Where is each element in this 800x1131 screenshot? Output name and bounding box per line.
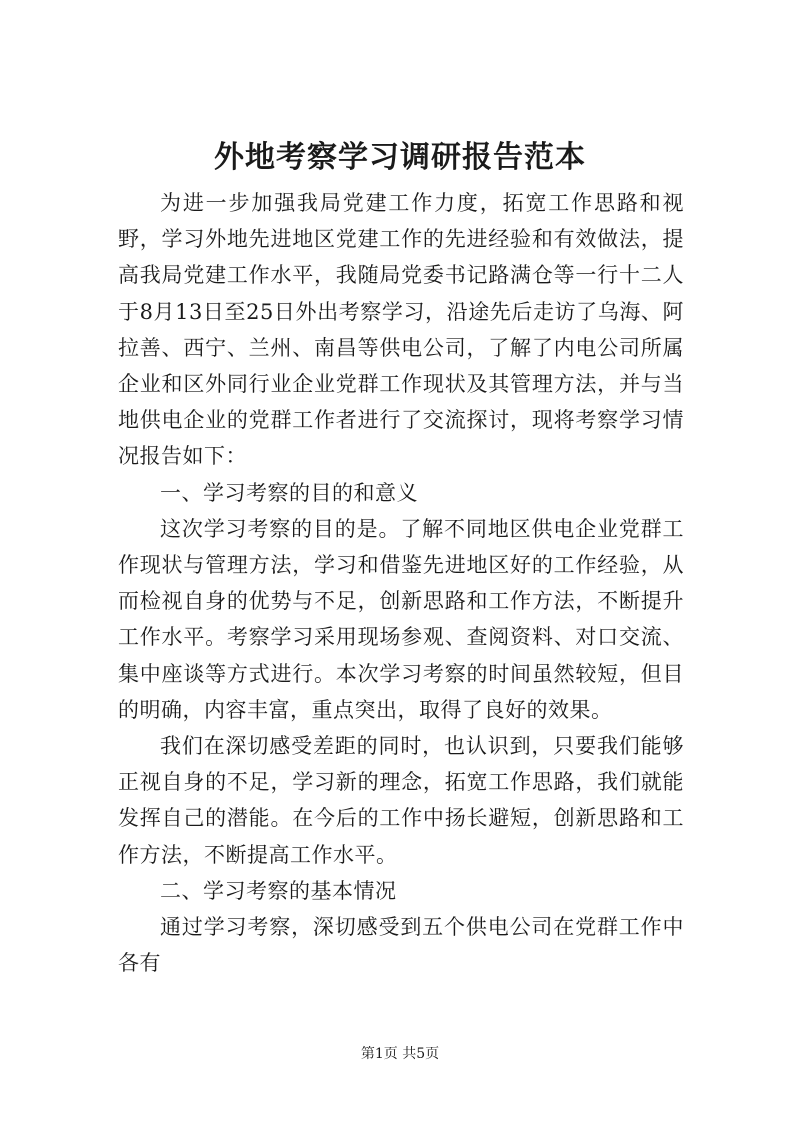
page-number-footer: 第1页 共5页: [360, 1046, 440, 1062]
section-heading-2: 二、学习考察的基本情况: [160, 878, 397, 903]
document-body: [118, 185, 684, 981]
paragraph-purpose: 这次学习考察的目的是。了解不同地区供电企业党群工作现状与管理方法，学习和借鉴先进地区好的工作经验，从而检视自身的优势与不足，创新思路和工作方法，不断提升工作水平。考察学习采用现场参观、查阅资料、对口交流、集中座谈等方式进行。本次学习考察的时间虽然较短，但目的明确，内容丰富，重点突出，取得了良好的效果。: [118, 516, 684, 722]
paragraph-reflection: 我们在深切感受差距的同时，也认识到，只要我们能够正视自身的不足，学习新的理念，拓宽工作思路，我们就能发挥自己的潜能。在今后的工作中扬长避短，创新思路和工作方法，不断提高工作水平。: [118, 734, 684, 867]
document-title: 外地考察学习调研报告范本: [214, 140, 586, 175]
paragraph-intro: 为进一步加强我局党建工作力度，拓宽工作思路和视野，学习外地先进地区党建工作的先进经验和有效做法，提高我局党建工作水平，我随局党委书记路满仓等一行十二人于8月13日至25日外出考察学习，沿途先后走访了乌海、阿拉善、西宁、兰州、南昌等供电公司，了解了内电公司所属企业和区外同行业企业党群工作现状及其管理方法，并与当地供电企业的党群工作者进行了交流探讨，现将考察学习情况报告如下：: [118, 191, 684, 469]
section-heading-1: 一、学习考察的目的和意义: [160, 480, 418, 505]
paragraph-situation: 通过学习考察，深切感受到五个供电公司在党群工作中各有: [118, 915, 684, 976]
